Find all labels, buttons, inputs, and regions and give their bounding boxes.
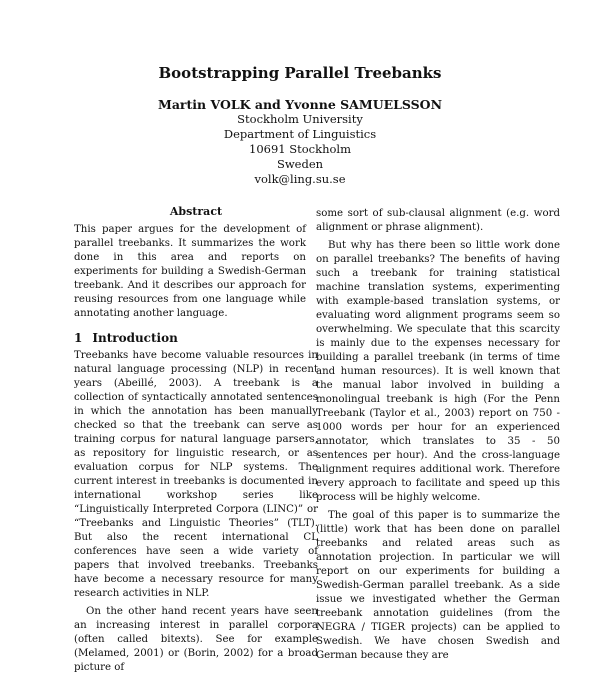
section-title: Introduction	[92, 331, 178, 345]
affiliation-country: Sweden	[276, 157, 324, 171]
affiliation-department: Department of Linguistics	[223, 127, 377, 141]
affiliation-email: volk@ling.su.se	[254, 172, 346, 186]
abstract-text: This paper argues for the development of parallel treebanks. It summarizes the work done in this area and reports on experiments for building a Swedish-German treebank. And it describes our approach for reusing resources from one language while annotating another language.	[74, 224, 306, 319]
left-column	[74, 205, 318, 679]
affiliation-block	[0, 112, 600, 187]
paper-title: Bootstrapping Parallel Treebanks	[158, 64, 442, 82]
intro-paragraph-1: Treebanks have become valuable resources in natural language processing (NLP) in recent years (Abeillé, 2003). A treebank is a collection of syntactically annotated sentences in which the annotation has been manually checked so that the treebank can serve as training corpus for natural language parsers, as repository for linguistic research, or as evaluation corpus for NLP systems. The current interest in treebanks is documented in international workshop series like “Linguistically Interpreted Corpora (LINC)” or “Treebanks and Linguistic Theories” (TLT). But also the recent international CL conferences have seen a wide variety of papers that involved treebanks. Treebanks have become a necessary resource for many research activities in NLP.	[74, 350, 318, 599]
paper-authors: Martin VOLK and Yvonne SAMUELSSON	[157, 97, 442, 112]
affiliation-university: Stockholm University	[237, 112, 363, 126]
affiliation-postal: 10691 Stockholm	[249, 142, 351, 156]
section-heading	[74, 331, 318, 345]
abstract-heading: Abstract	[169, 205, 223, 218]
right-paragraph-3: The goal of this paper is to summarize the (little) work that has been done on parallel treebanks and related areas such as annotation projection. In particular we will report on our experiments for building a Swedish-German parallel treebank. As a side issue we investigated whether the German treebank annotation guidelines (from the NEGRA / TIGER projects) can be applied to Swedish. We have chosen Swedish and German because they are	[316, 510, 560, 661]
right-paragraph-2: But why has there been so little work done on parallel treebanks? The benefits of having such a treebank for training statistical machine translation systems, experimenting with example-based translation systems, or evaluating word alignment programs seem so overwhelming. We speculate that this scarcity is mainly due to the expenses necessary for building a parallel treebank (in terms of time and human resources). It is well known that the manual labor involved in building a monolingual treebank is high (For the Penn Treebank (Taylor et al., 2003) report on 750 - 1000 words per hour for an experienced annotator, which translates to 35 - 50 sentences per hour). And the cross-language alignment requires additional work. Therefore every approach to facilitate and speed up this process will be highly welcome.	[316, 240, 560, 503]
section-number: 1	[74, 331, 83, 345]
right-paragraph-1: some sort of sub-clausal alignment (e.g. word alignment or phrase alignment).	[316, 208, 560, 233]
right-column	[316, 207, 560, 667]
intro-paragraph-2: On the other hand recent years have seen an increasing interest in parallel corpora (often called bitexts). See for example (Melamed, 2001) or (Borin, 2002) for a broad picture of	[74, 606, 318, 673]
